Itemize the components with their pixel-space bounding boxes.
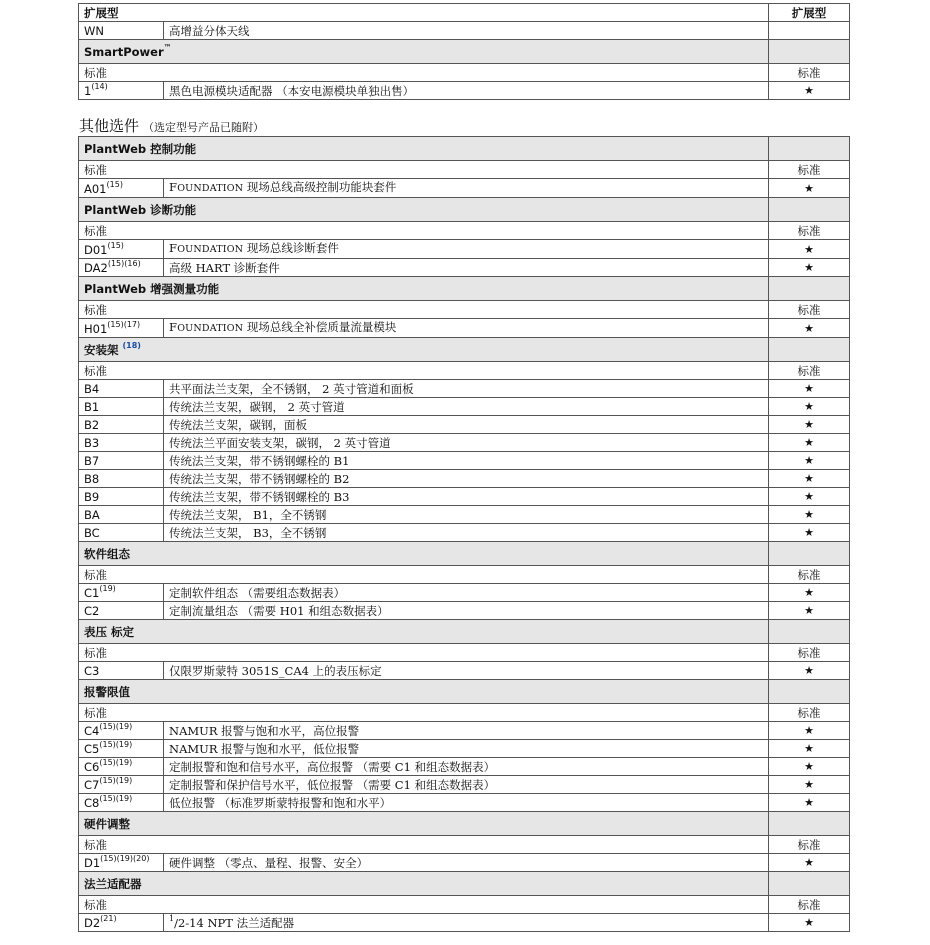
- standard-label: 标准: [79, 644, 769, 662]
- standard-label-right: 标准: [769, 704, 850, 722]
- standard-label: 标准: [79, 896, 769, 914]
- option-code-cell: [79, 434, 164, 452]
- option-description: [164, 794, 769, 812]
- option-code-cell: [79, 524, 164, 542]
- option-code: B2: [84, 418, 100, 432]
- option-description-text: 定制报警和饱和信号水平，高位报警 （需要 C1 和组态数据表）: [169, 760, 496, 774]
- standard-label-right: 标准: [769, 566, 850, 584]
- standard-label-row: [79, 644, 850, 662]
- star-icon: ★: [769, 914, 850, 932]
- option-description: [164, 722, 769, 740]
- standard-label-row: [79, 896, 850, 914]
- option-description: [164, 452, 769, 470]
- section-title-right: [769, 277, 850, 301]
- section-title-text: PlantWeb 增强测量功能: [84, 281, 220, 296]
- footnote-ref: (15)(19): [99, 722, 133, 732]
- option-code-cell: [79, 722, 164, 740]
- standard-label-right: 标准: [769, 836, 850, 854]
- footnote-ref: (18): [122, 340, 141, 350]
- table-row: [79, 488, 850, 506]
- heading-note: （选定型号产品已随附）: [143, 121, 265, 134]
- option-description-text: 硬件调整 （零点、量程、报警、安全）: [169, 856, 369, 870]
- option-description-text: 传统法兰支架，带不锈钢螺栓的 B1: [169, 454, 350, 468]
- section-title: [79, 137, 769, 161]
- table-row: [79, 259, 850, 277]
- standard-label-row: [79, 161, 850, 179]
- standard-label-right: 标准: [769, 222, 850, 240]
- trademark-mark: ™: [163, 42, 172, 52]
- table-row: [79, 452, 850, 470]
- table-header-row: [79, 4, 850, 22]
- option-description: [164, 854, 769, 872]
- option-description-text: /2-14 NPT 法兰适配器: [174, 916, 295, 930]
- option-description: [164, 914, 769, 932]
- fraction-numerator: 1: [169, 914, 175, 924]
- table-row: [79, 179, 850, 198]
- section-title-right: [769, 542, 850, 566]
- option-code: C7: [84, 778, 100, 792]
- option-description: [164, 662, 769, 680]
- option-description-text: 定制软件组态 （需要组态数据表）: [169, 586, 346, 600]
- option-code-cell: [79, 380, 164, 398]
- expanded-options-table: [78, 3, 850, 100]
- option-description-text: 传统法兰支架， B3，全不锈钢: [169, 526, 327, 540]
- star-icon: ★: [769, 82, 850, 100]
- section-header: [79, 137, 850, 161]
- option-description-text: 现场总线全补偿质量流量模块: [243, 320, 397, 334]
- option-code-cell: [79, 416, 164, 434]
- table-row: [79, 794, 850, 812]
- option-description-text: 低位报警 （标准罗斯蒙特报警和饱和水平）: [169, 796, 392, 810]
- option-description-text: 传统法兰支架，带不锈钢螺栓的 B2: [169, 472, 350, 486]
- option-code: B7: [84, 454, 100, 468]
- option-code-cell: [79, 319, 164, 338]
- option-description-text: 共平面法兰支架，全不锈钢， 2 英寸管道和面板: [169, 382, 414, 396]
- footnote-ref: (15)(17): [107, 320, 141, 330]
- foundation-label: FOUNDATION: [169, 180, 244, 194]
- star-icon: ★: [769, 794, 850, 812]
- option-code-cell: [79, 914, 164, 932]
- option-description: [164, 416, 769, 434]
- section-title: [79, 338, 769, 362]
- section-title: [79, 620, 769, 644]
- standard-label: 标准: [79, 704, 769, 722]
- star-icon: ★: [769, 524, 850, 542]
- table-row: [79, 319, 850, 338]
- table-row: [79, 434, 850, 452]
- option-description: 黑色电源模块适配器 （本安电源模块单独出售）: [164, 82, 769, 100]
- standard-label-row: [79, 222, 850, 240]
- option-code-cell: [79, 488, 164, 506]
- standard-label-row: [79, 836, 850, 854]
- option-code-cell: [79, 470, 164, 488]
- option-code-cell: [79, 758, 164, 776]
- section-header: [79, 277, 850, 301]
- footnote-ref: (21): [100, 914, 117, 924]
- standard-label: 标准: [79, 222, 769, 240]
- section-header: [79, 542, 850, 566]
- option-code: B3: [84, 436, 100, 450]
- section-header: [79, 872, 850, 896]
- section-title-text: PlantWeb 控制功能: [84, 141, 197, 156]
- option-description: [164, 584, 769, 602]
- heading-title: 其他选件: [79, 117, 140, 135]
- footnote-ref: (15): [107, 241, 124, 251]
- standard-label-row: [79, 301, 850, 319]
- table-row: [79, 602, 850, 620]
- option-description: [164, 776, 769, 794]
- section-title-text: SmartPower: [84, 44, 164, 59]
- option-description: [164, 380, 769, 398]
- option-code: H01: [84, 322, 108, 336]
- standard-label-right: 标准: [769, 161, 850, 179]
- option-description: [164, 434, 769, 452]
- star-icon: ★: [769, 602, 850, 620]
- section-title: [79, 40, 769, 64]
- option-description: [164, 319, 769, 338]
- option-code: D01: [84, 243, 108, 257]
- star-icon: ★: [769, 776, 850, 794]
- option-code: C3: [84, 664, 100, 678]
- other-options-table: [78, 136, 850, 932]
- star-icon: ★: [769, 452, 850, 470]
- section-title-text: 安装架: [84, 342, 123, 357]
- standard-label-right: 标准: [769, 644, 850, 662]
- footnote-ref: (19): [99, 584, 116, 594]
- option-code-cell: [79, 740, 164, 758]
- table-row: [79, 398, 850, 416]
- option-code: B8: [84, 472, 100, 486]
- table-row: [79, 380, 850, 398]
- table-row: [79, 776, 850, 794]
- option-code: C5: [84, 742, 100, 756]
- option-description: [164, 259, 769, 277]
- table-row: [79, 416, 850, 434]
- standard-label: 标准: [79, 566, 769, 584]
- standard-label: 标准: [79, 301, 769, 319]
- table-row: [79, 584, 850, 602]
- star-icon: ★: [769, 854, 850, 872]
- standard-label-right: 标准: [769, 64, 850, 82]
- section-title: [79, 277, 769, 301]
- option-code: C1: [84, 586, 100, 600]
- footnote-ref: (15): [106, 180, 123, 190]
- standard-label-right: 标准: [769, 301, 850, 319]
- section-title: [79, 198, 769, 222]
- table-row: [79, 662, 850, 680]
- option-description: [164, 740, 769, 758]
- table-row: [79, 722, 850, 740]
- option-code-cell: [79, 240, 164, 259]
- option-description-text: 传统法兰支架，碳钢，面板: [169, 418, 307, 432]
- other-options-body: [79, 137, 850, 932]
- section-title-text: 报警限值: [84, 684, 130, 699]
- section-title: [79, 542, 769, 566]
- option-star-cell: [769, 22, 850, 40]
- option-code: D2: [84, 916, 101, 930]
- footnote-ref: (14): [91, 82, 108, 92]
- section-title-right: [769, 338, 850, 362]
- star-icon: ★: [769, 434, 850, 452]
- option-description-text: 传统法兰支架，带不锈钢螺栓的 B3: [169, 490, 350, 504]
- star-icon: ★: [769, 380, 850, 398]
- foundation-label: FOUNDATION: [169, 320, 244, 334]
- option-description-text: 仅限罗斯蒙特 3051S_CA4 上的表压标定: [169, 664, 382, 678]
- option-description: [164, 524, 769, 542]
- section-header: [79, 620, 850, 644]
- header-left: 扩展型: [79, 4, 769, 22]
- option-code-cell: [79, 82, 164, 100]
- option-description: [164, 506, 769, 524]
- option-code-cell: [79, 584, 164, 602]
- section-title: [79, 812, 769, 836]
- option-code-cell: [79, 398, 164, 416]
- option-description-text: 传统法兰支架，碳钢， 2 英寸管道: [169, 400, 345, 414]
- table-row: [79, 854, 850, 872]
- option-description-text: 现场总线高级控制功能块套件: [243, 180, 397, 194]
- standard-label-row: [79, 704, 850, 722]
- option-code-cell: [79, 179, 164, 198]
- star-icon: ★: [769, 240, 850, 259]
- option-code-cell: [79, 794, 164, 812]
- section-header: [79, 680, 850, 704]
- section-title-right: [769, 680, 850, 704]
- option-code-cell: [79, 602, 164, 620]
- footnote-ref: (15)(19): [99, 740, 133, 750]
- table-row: [79, 240, 850, 259]
- option-description: [164, 488, 769, 506]
- option-code-cell: [79, 506, 164, 524]
- option-code: B1: [84, 400, 100, 414]
- option-description: [164, 758, 769, 776]
- option-description: [164, 602, 769, 620]
- option-code: C8: [84, 796, 100, 810]
- option-code: BA: [84, 508, 100, 522]
- table-row: [79, 758, 850, 776]
- star-icon: ★: [769, 506, 850, 524]
- standard-label-right: 标准: [769, 362, 850, 380]
- footnote-ref: (15)(16): [107, 259, 141, 269]
- option-description-text: 定制报警和保护信号水平，低位报警 （需要 C1 和组态数据表）: [169, 778, 496, 792]
- option-code: C2: [84, 604, 100, 618]
- star-icon: ★: [769, 179, 850, 198]
- standard-label-row: [79, 362, 850, 380]
- star-icon: ★: [769, 488, 850, 506]
- section-title-text: 软件组态: [84, 546, 130, 561]
- option-description-text: 现场总线诊断套件: [243, 241, 339, 255]
- option-description-text: 高级 HART 诊断套件: [169, 261, 280, 275]
- footnote-ref: (15)(19): [99, 776, 133, 786]
- star-icon: ★: [769, 470, 850, 488]
- star-icon: ★: [769, 319, 850, 338]
- section-title-right: [769, 872, 850, 896]
- option-code-cell: [79, 854, 164, 872]
- star-icon: ★: [769, 259, 850, 277]
- standard-label: 标准: [79, 362, 769, 380]
- option-description: [164, 398, 769, 416]
- footnote-ref: (15)(19): [99, 794, 133, 804]
- option-description: [164, 179, 769, 198]
- standard-label-row: [79, 566, 850, 584]
- option-code: WN: [79, 22, 164, 40]
- option-code: C6: [84, 760, 100, 774]
- table-row: [79, 470, 850, 488]
- section-header: [79, 198, 850, 222]
- option-code: 1: [84, 84, 92, 98]
- option-description: [164, 240, 769, 259]
- standard-label-right: 标准: [769, 896, 850, 914]
- star-icon: ★: [769, 758, 850, 776]
- other-options-heading: [79, 115, 264, 136]
- option-code-cell: [79, 259, 164, 277]
- star-icon: ★: [769, 662, 850, 680]
- star-icon: ★: [769, 722, 850, 740]
- section-title-right: [769, 812, 850, 836]
- foundation-label: FOUNDATION: [169, 241, 244, 255]
- table-row: [79, 22, 850, 40]
- table-row: [79, 740, 850, 758]
- option-code-cell: [79, 662, 164, 680]
- table-row: [79, 914, 850, 932]
- option-description: [164, 470, 769, 488]
- section-header: [79, 338, 850, 362]
- section-title-right: [769, 620, 850, 644]
- standard-label: 标准: [79, 836, 769, 854]
- section-header: [79, 812, 850, 836]
- table-row: [79, 82, 850, 100]
- section-title-text: 法兰适配器: [84, 876, 142, 891]
- option-code: DA2: [84, 261, 108, 275]
- section-title-right: [769, 198, 850, 222]
- standard-label-row: [79, 64, 850, 82]
- star-icon: ★: [769, 416, 850, 434]
- option-code: D1: [84, 856, 101, 870]
- section-title-right: [769, 137, 850, 161]
- section-title-text: 硬件调整: [84, 816, 130, 831]
- section-title-right: [769, 40, 850, 64]
- header-right: 扩展型: [769, 4, 850, 22]
- option-description-text: 传统法兰支架， B1，全不锈钢: [169, 508, 327, 522]
- option-code-cell: [79, 452, 164, 470]
- star-icon: ★: [769, 740, 850, 758]
- section-title: [79, 872, 769, 896]
- option-description-text: 传统法兰平面安装支架，碳钢， 2 英寸管道: [169, 436, 391, 450]
- option-description-text: NAMUR 报警与饱和水平，低位报警: [169, 742, 360, 756]
- option-code-cell: [79, 776, 164, 794]
- option-code: A01: [84, 182, 107, 196]
- table-row: [79, 524, 850, 542]
- option-code: C4: [84, 724, 100, 738]
- option-code: B4: [84, 382, 100, 396]
- section-header-smartpower: [79, 40, 850, 64]
- standard-label: 标准: [79, 161, 769, 179]
- option-code: BC: [84, 526, 100, 540]
- star-icon: ★: [769, 584, 850, 602]
- option-description-text: NAMUR 报警与饱和水平，高位报警: [169, 724, 360, 738]
- table-row: [79, 506, 850, 524]
- footnote-ref: (15)(19)(20): [100, 854, 150, 864]
- option-code: B9: [84, 490, 100, 504]
- option-description-text: 定制流量组态 （需要 H01 和组态数据表）: [169, 604, 389, 618]
- star-icon: ★: [769, 398, 850, 416]
- section-title-text: PlantWeb 诊断功能: [84, 202, 197, 217]
- section-title: [79, 680, 769, 704]
- section-title-text: 表压 标定: [84, 624, 135, 639]
- footnote-ref: (15)(19): [99, 758, 133, 768]
- option-description: 高增益分体天线: [164, 22, 769, 40]
- standard-label: 标准: [79, 64, 769, 82]
